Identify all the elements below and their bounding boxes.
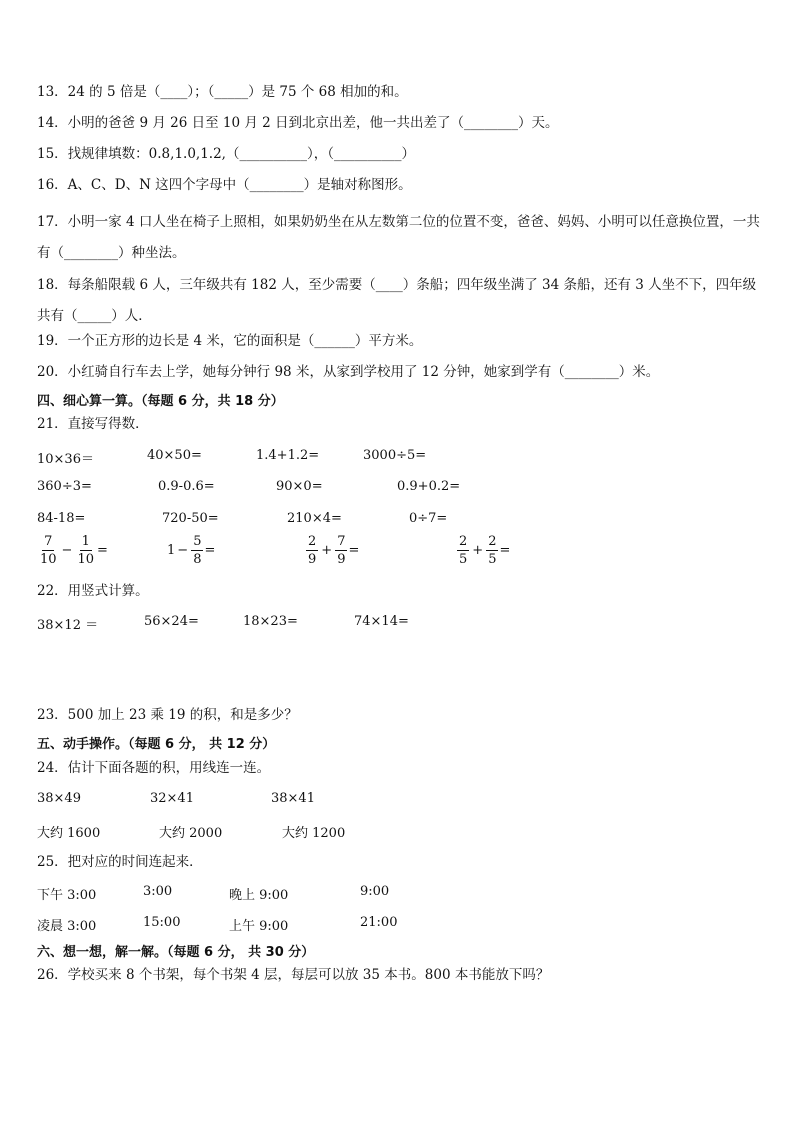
fraction: $\frac{7}{9}$	[337, 534, 346, 567]
question-16: 16．A、C、D、N 这四个字母中（________）是轴对称图形。	[37, 177, 412, 193]
calc-item: 38×12 ＝	[37, 618, 99, 633]
estimate-answer: 大约 1600	[37, 826, 101, 841]
calc-item: 1.4+1.2=	[256, 448, 320, 463]
time-item: 15:00	[143, 915, 181, 930]
fraction-item: 2 9 + $\frac{7}{9}$ =	[308, 534, 360, 567]
time-item: 9:00	[360, 884, 390, 899]
question-24: 24．估计下面各题的积，用线连一连。	[37, 760, 271, 776]
question-18: 18．每条船限载 6 人，三年级共有 182 人，至少需要（____）条船；四年级坐满了 34 条船，还有 3 人坐不下，四年级共有（_____）人．	[37, 277, 757, 324]
fraction: $\frac{5}{8}$	[193, 534, 202, 567]
fraction: 2 9	[308, 534, 317, 567]
question-19: 19．一个正方形的边长是 4 米，它的面积是（______）平方米。	[37, 333, 423, 349]
fraction: 2 5	[459, 534, 468, 567]
calc-item: 84-18=	[37, 511, 86, 526]
calc-item: 0.9+0.2=	[397, 479, 461, 494]
question-15: 15．找规律填数：0.8,1.0,1.2,（__________），（__________）	[37, 146, 415, 162]
time-item: 21:00	[360, 915, 398, 930]
question-14: 14．小明的爸爸 9 月 26 日至 10 月 2 日到北京出差，他一共出差了（________）天。	[37, 115, 559, 131]
calc-item: 210×4=	[287, 511, 342, 526]
time-item: 下午 3:00	[37, 888, 97, 903]
estimate-answer: 大约 1200	[282, 826, 346, 841]
estimate-item: 38×41	[271, 791, 315, 806]
question-20: 20．小红骑自行车去上学，她每分钟行 98 米，从家到学校用了 12 分钟，她家到学有（________）米。	[37, 364, 660, 380]
estimate-item: 38×49	[37, 791, 81, 806]
question-25: 25．把对应的时间连起来．	[37, 854, 203, 870]
calc-item: 74×14=	[354, 614, 409, 629]
calc-item: 40×50=	[147, 448, 202, 463]
time-item: 晚上 9:00	[229, 888, 289, 903]
calc-item: 720-50=	[162, 511, 219, 526]
calc-item: 18×23=	[243, 614, 298, 629]
calc-item: 90×0=	[276, 479, 323, 494]
estimate-item: 32×41	[150, 791, 194, 806]
question-21: 21．直接写得数．	[37, 416, 149, 432]
calc-item: 360÷3=	[37, 479, 92, 494]
section-5-title: 五、动手操作。（每题 6 分， 共 12 分）	[37, 737, 276, 752]
calc-item: 0.9-0.6=	[158, 479, 215, 494]
question-23: 23．500 加上 23 乘 19 的积，和是多少？	[37, 707, 298, 723]
fraction: $\frac{1}{10}$	[77, 534, 94, 567]
fraction: $\frac{2}{5}$	[488, 534, 497, 567]
section-6-title: 六、想一想，解一解。（每题 6 分， 共 30 分）	[37, 945, 315, 960]
question-17: 17．小明一家 4 口人坐在椅子上照相，如果奶奶坐在从左数第二位的位置不变，爸爸、妈妈、小明可以任意换位置，一共有（________）种坐法。	[37, 214, 760, 261]
question-22: 22．用竖式计算。	[37, 583, 149, 599]
section-4-title: 四、细心算一算。（每题 6 分，共 18 分）	[37, 394, 284, 409]
question-26: 26．学校买来 8 个书架，每个书架 4 层，每层可以放 35 本书。800 本书能放下吗？	[37, 967, 550, 983]
time-item: 3:00	[143, 884, 173, 899]
estimate-answer: 大约 2000	[159, 826, 223, 841]
calc-item: 3000÷5=	[363, 448, 427, 463]
question-13: 13．24 的 5 倍是（____）；（_____）是 75 个 68 相加的和。	[37, 84, 408, 100]
calc-item: 0÷7=	[409, 511, 448, 526]
time-item: 凌晨 3:00	[37, 919, 97, 934]
calc-item: 56×24=	[144, 614, 199, 629]
time-item: 上午 9:00	[229, 919, 289, 934]
fraction-item: 1 − $\frac{5}{8}$ =	[167, 534, 216, 567]
fraction-item: 7 10 − $\frac{1}{10}$ =	[40, 534, 108, 567]
calc-item: 10×36＝	[37, 452, 94, 467]
fraction-item: 2 5 + $\frac{2}{5}$ =	[459, 534, 511, 567]
fraction: 7 10	[40, 534, 57, 567]
